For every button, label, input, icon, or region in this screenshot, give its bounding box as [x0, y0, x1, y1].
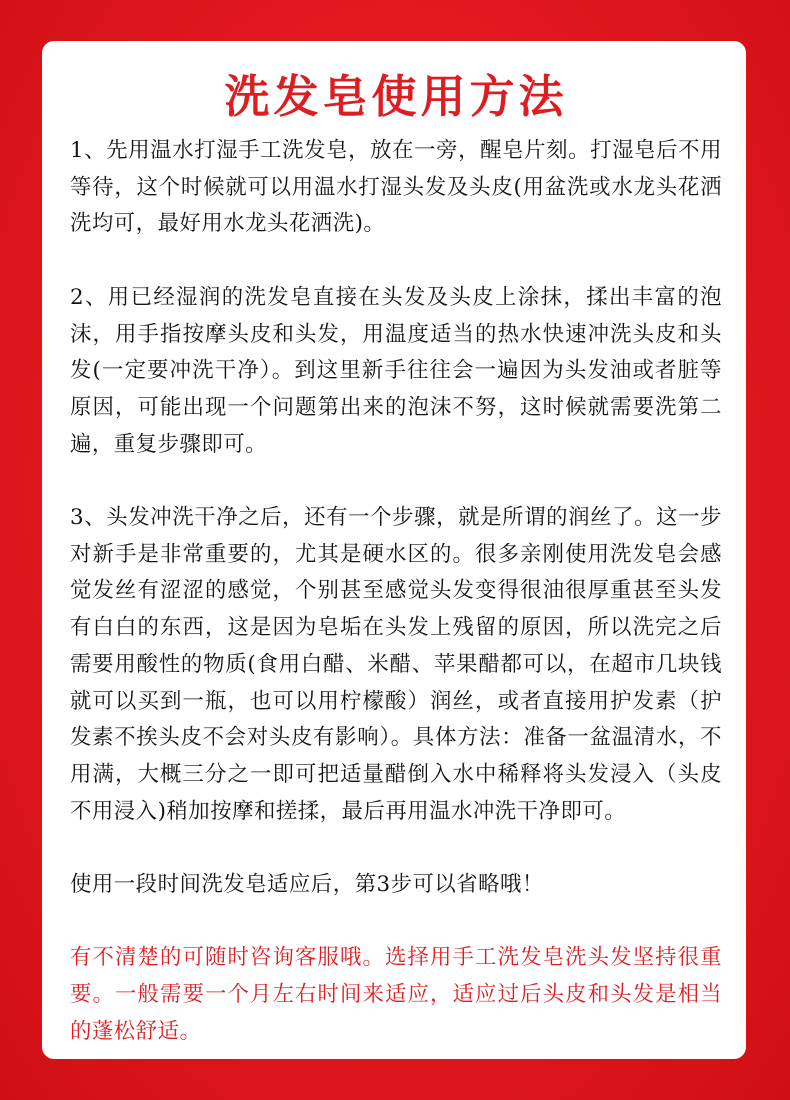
- content-card: [42, 41, 746, 1059]
- step-2-paragraph: 2、用已经湿润的洗发皂直接在头发及头皮上涂抹，揉出丰富的泡沫，用手指按摩头皮和头发，用温度适当的热水快速冲洗头皮和头发(一定要冲洗干净）。到这里新手往往会一遍因为头发油或者脏等原因，可能出现一个问题第出来的泡沫不努，这时候就需要洗第二遍，重复步骤即可。: [70, 284, 722, 457]
- step-1-paragraph: 1、先用温水打湿手工洗发皂，放在一旁，醒皂片刻。打湿皂后不用等待，这个时候就可以用温水打湿头发及头皮(用盆洗或水龙头花洒洗均可，最好用水龙头花洒洗)。: [70, 138, 722, 237]
- paragraph-spacer: [70, 243, 722, 280]
- paragraph-spacer: [70, 463, 722, 500]
- paragraph-spacer: [70, 904, 722, 941]
- customer-service-note: 有不清楚的可随时咨询客服哦。选择用手工洗发皂洗头发坚持很重要。一般需要一个月左右时间来适应，适应过后头皮和头发是相当的蓬松舒适。: [70, 945, 722, 1044]
- paragraph-spacer: [70, 830, 722, 867]
- step-3-paragraph: 3、头发冲洗干净之后，还有一个步骤，就是所谓的润丝了。这一步对新手是非常重要的，尤其是硬水区的。很多亲刚使用洗发皂会感觉发丝有涩涩的感觉，个别甚至感觉头发变得很油很厚重甚至头发有白白的东西，这是因为皂垢在头发上残留的原因，所以洗完之后需要用酸性的物质(食用白醋、米醋、苹果醋都可以，在超市几块钱就可以买到一瓶，也可以用柠檬酸）润丝，或者直接用护发素（护发素不挨头皮不会对头皮有影响）。具体方法：准备一盆温清水，不用满，大概三分之一即可把适量醋倒入水中稀释将头发浸入（头皮不用浸入)稍加按摩和搓揉，最后再用温水冲洗干净即可。: [70, 505, 722, 824]
- page-title: 洗发皂使用方法: [224, 70, 568, 123]
- tip-paragraph: 使用一段时间洗发皂适应后，第3步可以省略哦！: [70, 872, 544, 898]
